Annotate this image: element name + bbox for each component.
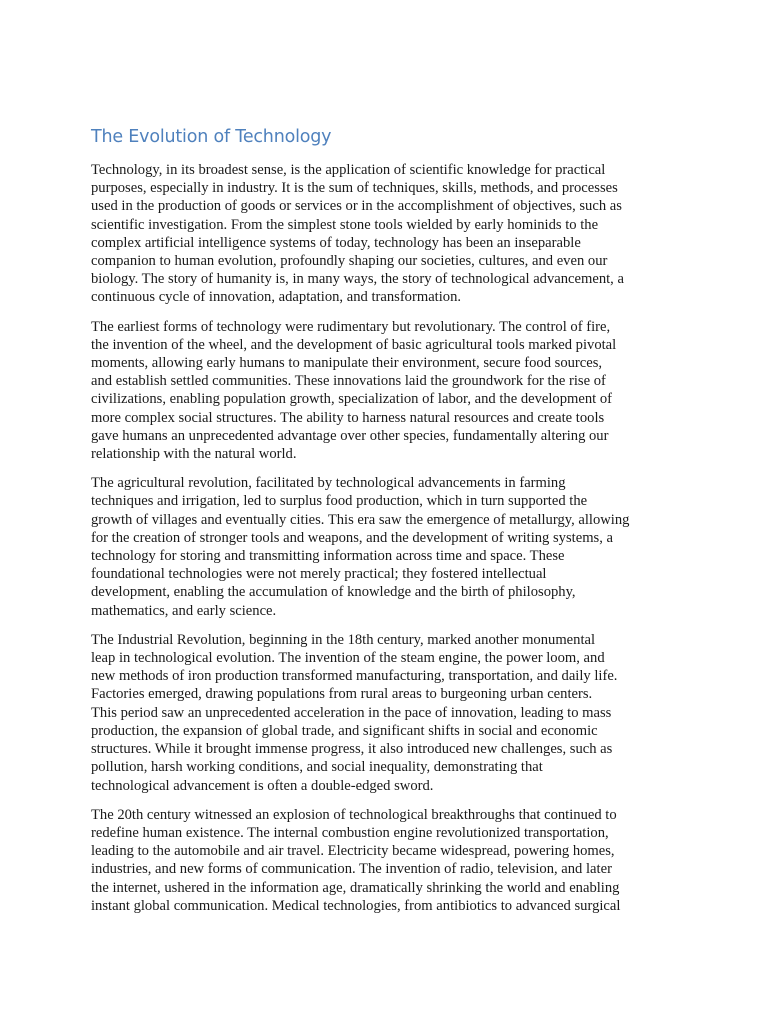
text-line: industries, and new forms of communication. The invention of radio, television, and later (91, 861, 612, 878)
text-line: This period saw an unprecedented acceleration in the pace of innovation, leading to mass (91, 704, 612, 721)
text-line: foundational technologies were not merely practical; they fostered intellectual (91, 566, 547, 583)
text-line: companion to human evolution, profoundly shaping our societies, cultures, and even our (91, 253, 608, 270)
text-line: mathematics, and early science. (91, 602, 277, 619)
text-line: complex artificial intelligence systems of today, technology has been an inseparable (91, 234, 581, 251)
paragraph (91, 631, 683, 795)
text-line: structures. While it brought immense progress, it also introduced new challenges, such as (91, 741, 613, 758)
text-line: biology. The story of humanity is, in many ways, the story of technological advancement, a (91, 271, 624, 288)
text-line: techniques and irrigation, led to surplus food production, which in turn supported the (91, 493, 588, 510)
text-line: leap in technological evolution. The invention of the steam engine, the power loom, and (91, 650, 605, 667)
text-line: development, enabling the accumulation of knowledge and the birth of philosophy, (91, 584, 576, 601)
text-line: continuous cycle of innovation, adaptation, and transformation. (91, 289, 462, 306)
text-line: The Industrial Revolution, beginning in the 18th century, marked another monumental (91, 631, 596, 648)
text-line: civilizations, enabling population growth, specialization of labor, and the development of (91, 391, 612, 408)
text-line: the invention of the wheel, and the development of basic agricultural tools marked pivotal (91, 336, 617, 353)
text-line: The 20th century witnessed an explosion of technological breakthroughs that continued to (91, 806, 617, 823)
text-line: production, the expansion of global trade, and significant shifts in social and economic (91, 722, 598, 739)
text-line: The agricultural revolution, facilitated by technological advancements in farming (91, 475, 566, 492)
text-line: scientific investigation. From the simplest stone tools wielded by early hominids to the (91, 216, 599, 233)
text-line: The earliest forms of technology were rudimentary but revolutionary. The control of fire, (91, 318, 611, 335)
text-line: moments, allowing early humans to manipulate their environment, secure food sources, (91, 355, 603, 372)
text-line: growth of villages and eventually cities. This era saw the emergence of metallurgy, allowing (91, 511, 630, 528)
text-line: pollution, harsh working conditions, and social inequality, demonstrating that (91, 759, 543, 776)
text-line: instant global communication. Medical technologies, from antibiotics to advanced surgical (91, 897, 621, 914)
text-line: for the creation of stronger tools and weapons, and the development of writing systems, a (91, 529, 613, 546)
text-line: technological advancement is often a double-edged sword. (91, 777, 434, 794)
text-line: more complex social structures. The ability to harness natural resources and create tools (91, 409, 605, 426)
paragraph (91, 806, 683, 915)
text-line: leading to the automobile and air travel. Electricity became widespread, powering homes, (91, 843, 615, 860)
paragraph (91, 318, 683, 464)
text-line: relationship with the natural world. (91, 446, 297, 463)
text-line: and establish settled communities. These innovations laid the groundwork for the rise of (91, 373, 606, 390)
text-line: new methods of iron production transformed manufacturing, transportation, and daily life. (91, 668, 618, 685)
document-title: The Evolution of Technology (91, 127, 332, 147)
paragraph (91, 161, 683, 307)
text-line: redefine human existence. The internal combustion engine revolutionized transportation, (91, 824, 609, 841)
text-line: technology for storing and transmitting information across time and space. These (91, 548, 565, 565)
paragraph (91, 474, 683, 620)
text-line: used in the production of goods or services or in the accomplishment of objectives, such as (91, 198, 622, 215)
text-line: the internet, ushered in the information age, dramatically shrinking the world and enabling (91, 879, 620, 896)
text-line: Factories emerged, drawing populations from rural areas to burgeoning urban centers. (91, 686, 593, 703)
paragraph-list (91, 161, 683, 915)
text-line: Technology, in its broadest sense, is the application of scientific knowledge for practical (91, 162, 606, 178)
text-line: gave humans an unprecedented advantage over other species, fundamentally altering our (91, 427, 609, 444)
document-body (91, 124, 683, 926)
text-line: purposes, especially in industry. It is the sum of techniques, skills, methods, and processes (91, 180, 618, 197)
